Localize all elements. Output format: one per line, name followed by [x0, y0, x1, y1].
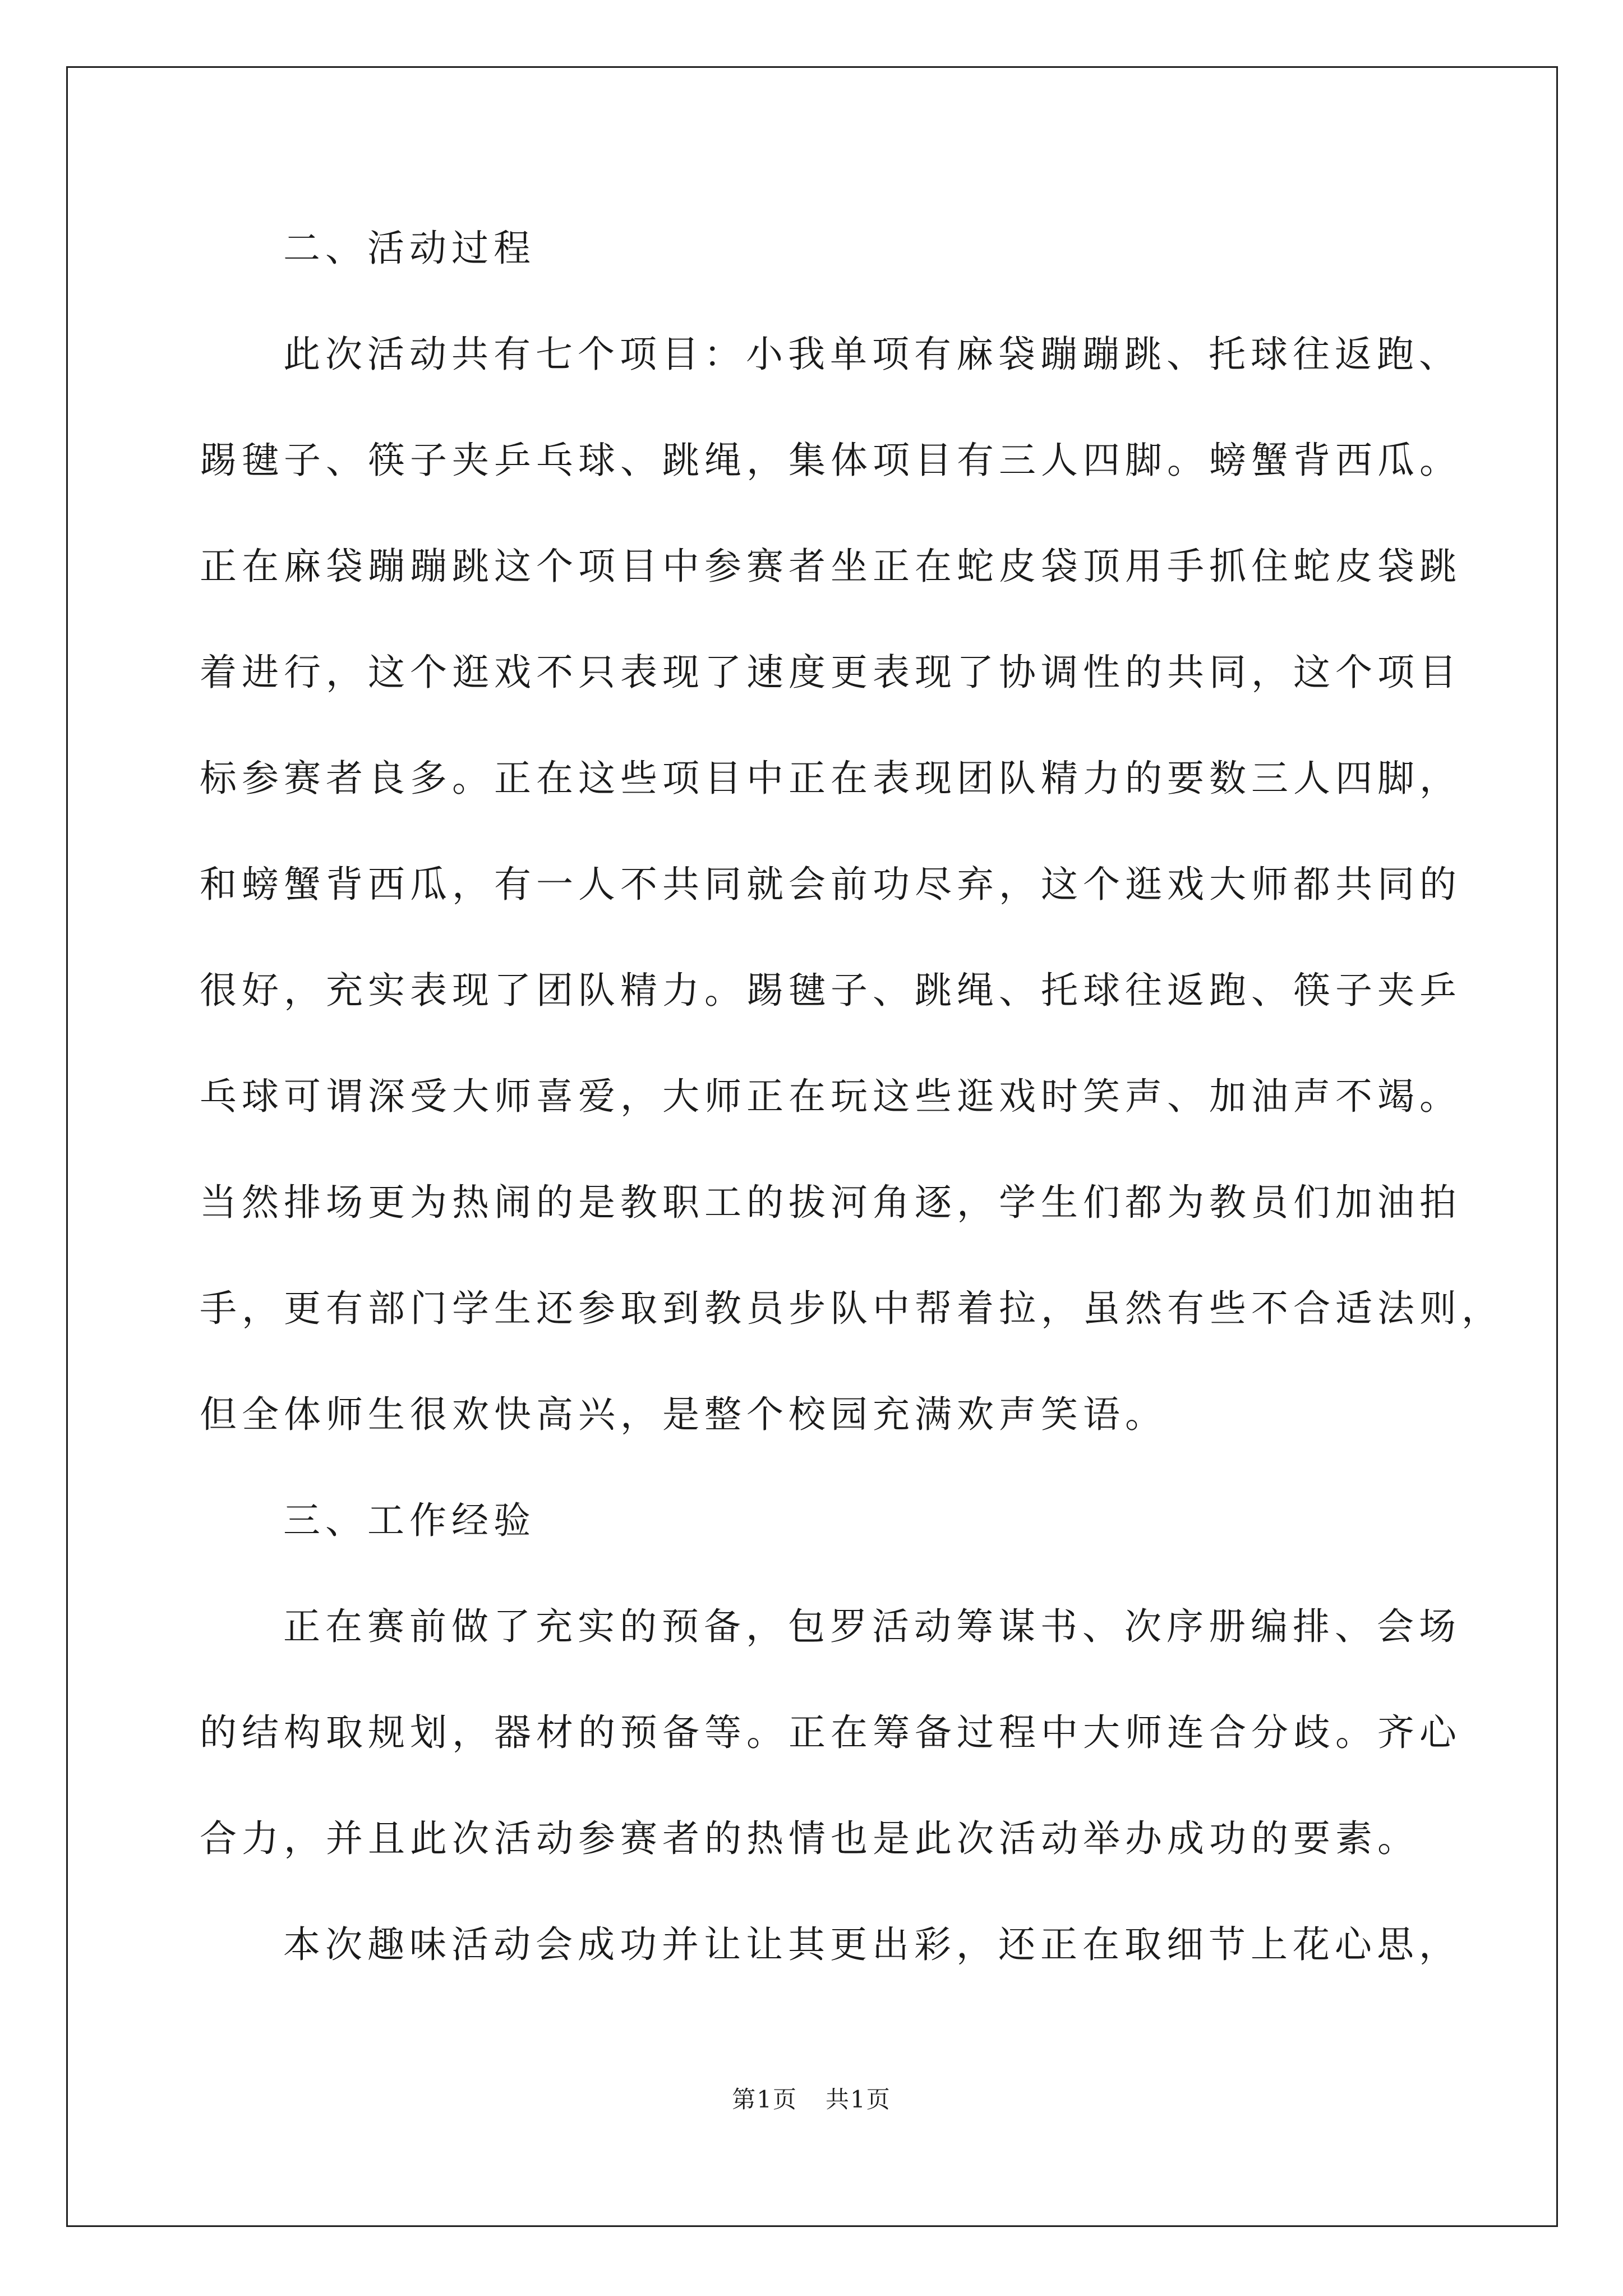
page-number-label: 第1页: [732, 2086, 797, 2113]
paragraph-line: 的结构取规划，器材的预备等。正在筹备过程中大师连合分歧。齐心: [200, 1711, 1461, 1754]
page-border: [66, 66, 1558, 2227]
paragraph-line: 正在麻袋蹦蹦跳这个项目中参赛者坐正在蛇皮袋顶用手抓住蛇皮袋跳: [200, 545, 1461, 588]
page-footer: [0, 2088, 1623, 2111]
section-heading-work-experience: 三、工作经验: [283, 1499, 536, 1542]
paragraph-line: 踢毽子、筷子夹乒乓球、跳绳，集体项目有三人四脚。螃蟹背西瓜。: [200, 439, 1461, 482]
paragraph-line: 当然排场更为热闹的是教职工的拔河角逐，学生们都为教员们加油拍: [200, 1181, 1461, 1224]
paragraph-line: 标参赛者良多。正在这些项目中正在表现团队精力的要数三人四脚，: [200, 757, 1461, 800]
section-heading-activity-process: 二、活动过程: [283, 227, 536, 270]
paragraph-line: 本次趣味活动会成功并让让其更出彩，还正在取细节上花心思，: [283, 1923, 1461, 1966]
paragraph-line: 但全体师生很欢快高兴，是整个校园充满欢声笑语。: [200, 1393, 1167, 1436]
paragraph-line: 手，更有部门学生还参取到教员步队中帮着拉，虽然有些不合适法则，: [200, 1287, 1504, 1330]
paragraph-line: 着进行，这个逛戏不只表现了速度更表现了协调性的共同，这个项目: [200, 651, 1461, 694]
paragraph-line: 很好，充实表现了团队精力。踢毽子、跳绳、托球往返跑、筷子夹乒: [200, 969, 1461, 1012]
paragraph-line: 合力，并且此次活动参赛者的热情也是此次活动举办成功的要素。: [200, 1817, 1419, 1860]
paragraph-line: 正在赛前做了充实的预备，包罗活动筹谋书、次序册编排、会场: [283, 1605, 1461, 1648]
page-total-label: 共1页: [826, 2086, 891, 2113]
paragraph-line: 乓球可谓深受大师喜爱，大师正在玩这些逛戏时笑声、加油声不竭。: [200, 1075, 1461, 1118]
paragraph-line: 和螃蟹背西瓜，有一人不共同就会前功尽弃，这个逛戏大师都共同的: [200, 863, 1461, 906]
paragraph-line: 此次活动共有七个项目：小我单项有麻袋蹦蹦跳、托球往返跑、: [283, 333, 1461, 376]
